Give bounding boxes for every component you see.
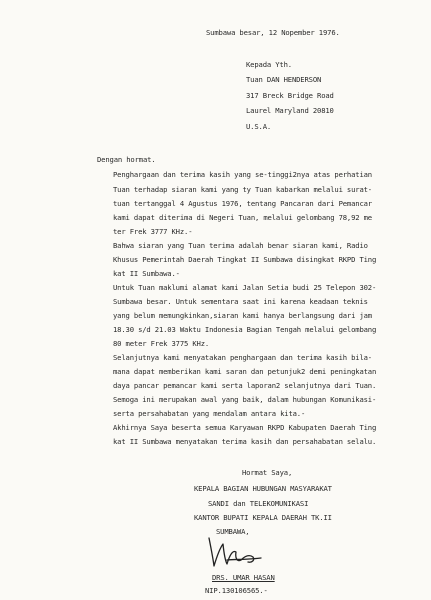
recipient-country: U.S.A. [246,122,272,131]
signer-title-line-4: SUMBAWA, [216,527,250,536]
body-line: yang belum memungkinkan,siaran kami hanya berlangsung dari jam [113,311,372,320]
body-line: kat II Sumbawa menyatakan terima kasih dan persahabatan selalu. [113,437,377,446]
body-line: Khusus Pemerintah Daerah Tingkat II Sumbawa disingkat RKPD Ting [113,255,377,264]
body-line: Semoga ini merupakan awal yang baik, dalam hubungan Komunikasi- [113,395,377,404]
greeting: Dengan hormat. [97,155,156,164]
signer-name: DRS. UMAR HASAN [212,573,275,582]
signer-title-line-1: KEPALA BAGIAN HUBUNGAN MASYARAKAT [194,484,332,493]
closing-salutation: Hormat Saya, [242,468,293,477]
body-line: kami dapat diterima di Negeri Tuan, melalui gelombang 78,92 me [113,213,372,222]
body-line: Sumbawa besar. Untuk sementara saat ini karena keadaan teknis [113,297,368,306]
recipient-street: 317 Breck Bridge Road [246,91,334,100]
body-line: tuan tertanggal 4 Agustus 1976, tentang Pancaran dari Pemancar [113,199,372,208]
body-line: Akhirnya Saya beserta semua Karyawan RKPD Kabupaten Daerah Ting [113,423,377,432]
body-line: serta persahabatan yang mendalam antara kita.- [113,409,306,418]
body-line: Selanjutnya kami menyatakan penghargaan dan terima kasih bila- [113,353,372,362]
handwritten-signature [205,530,265,570]
body-line: Penghargaan dan terima kasih yang se-tinggi2nya atas perhatian [113,170,372,179]
date-line: Sumbawa besar, 12 Nopember 1976. [206,28,340,37]
body-line: Tuan terhadap siaran kami yang ty Tuan kabarkan melalui surat- [113,185,372,194]
body-line: kat II Sumbawa.- [113,269,180,278]
signer-title-line-2: SANDI dan TELEKOMUNIKASI [208,499,309,508]
recipient-salutation: Kepada Yth. [246,60,292,69]
signer-title-line-3: KANTOR BUPATI KEPALA DAERAH TK.II [194,513,332,522]
recipient-name: Tuan DAN HENDERSON [246,75,322,84]
body-line: Bahwa siaran yang Tuan terima adalah benar siaran kami, Radio [113,241,368,250]
body-line: mana dapat memberikan kami saran dan petunjuk2 demi peningkatan [113,367,377,376]
body-line: Untuk Tuan maklumi alamat kami Jalan Setia budi 25 Telepon 302- [113,283,377,292]
signer-nip: NIP.130106565.- [205,586,268,595]
body-line: daya pancar pemancar kami serta laporan2 selanjutnya dari Tuan. [113,381,377,390]
body-line: 80 meter Frek 3775 KHz. [113,339,210,348]
recipient-city: Laurel Maryland 20810 [246,106,334,115]
body-line: 18.30 s/d 21.03 Waktu Indonesia Bagian Tengah melalui gelombang [113,325,377,334]
body-line: ter Frek 3777 KHz.- [113,227,193,236]
